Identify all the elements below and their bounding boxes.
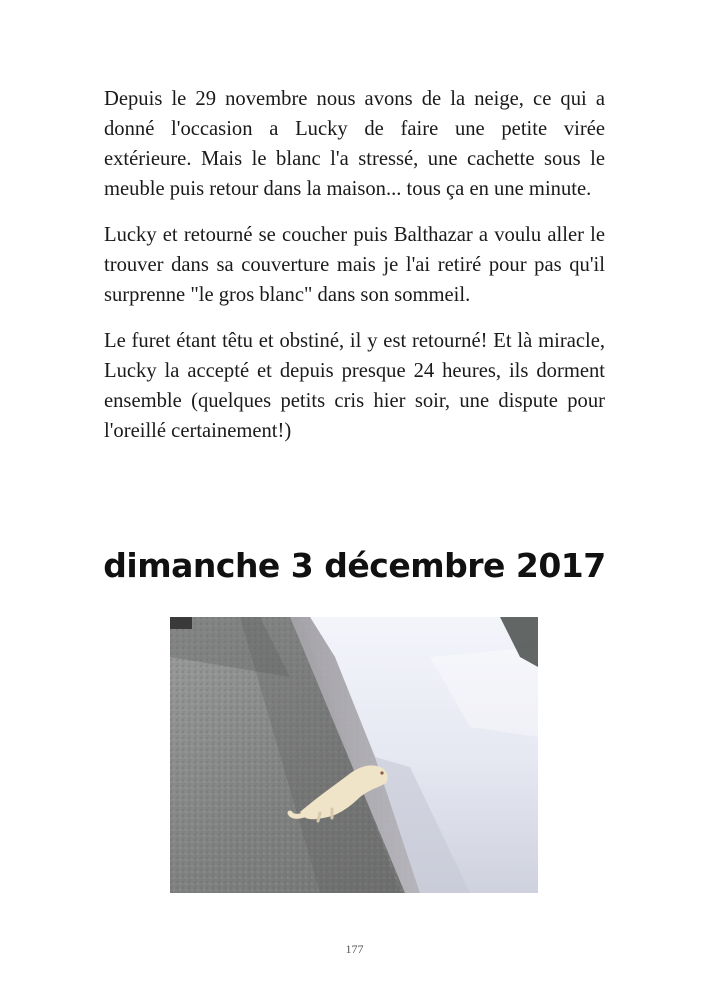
ferret-in-snow-photo (170, 617, 538, 893)
body-text (104, 84, 605, 462)
date-heading: dimanche 3 décembre 2017 (103, 546, 606, 585)
paragraph-1: Depuis le 29 novembre nous avons de la neige, ce qui a donné l'occasion a Lucky de faire une petite virée extérieure. Mais le blanc l'a stressé, une cachette sous le meuble puis retour dans la maison... tous ça en une minute. (104, 88, 605, 200)
page-number: 177 (345, 942, 364, 956)
paragraph-2: Lucky et retourné se coucher puis Balthazar a voulu aller le trouver dans sa couverture mais je l'ai retiré pour pas qu'il surprenne "le gros blanc" dans son sommeil. (104, 224, 605, 306)
paragraph-3: Le furet étant têtu et obstiné, il y est retourné! Et là miracle, Lucky la accepté et depuis presque 24 heures, ils dorment ensemble (quelques petits cris hier soir, une dispute pour l'oreillé certainement!) (104, 330, 605, 442)
